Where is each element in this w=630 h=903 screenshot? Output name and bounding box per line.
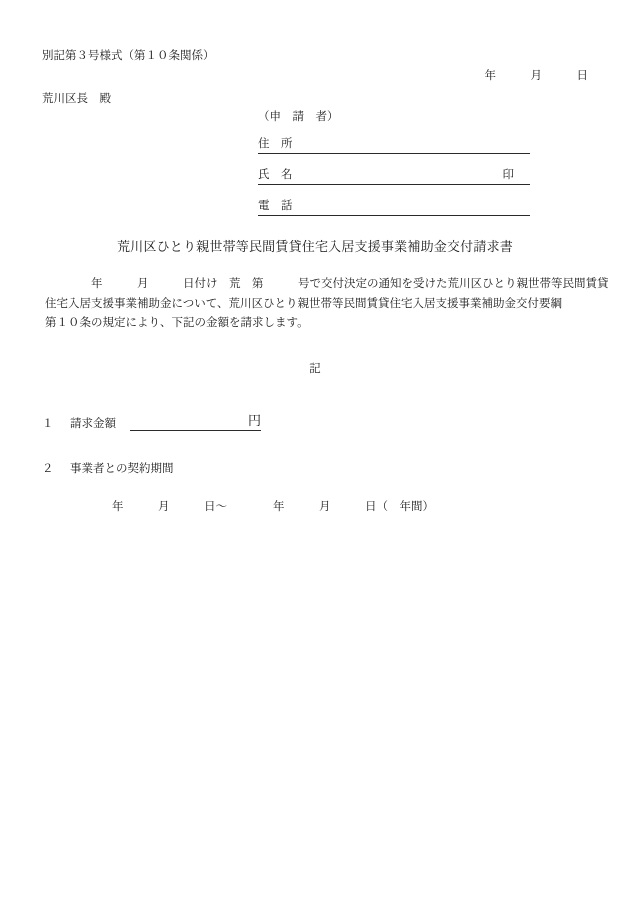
applicant-phone-label: 電 話 bbox=[258, 200, 293, 212]
applicant-name-row bbox=[258, 163, 530, 185]
body-line-2: 住宅入居支援事業補助金について、荒川区ひとり親世帯等民間賃貸住宅入居支援事業補助金交付要綱 bbox=[45, 297, 563, 310]
currency-unit-label: 円 bbox=[247, 413, 261, 428]
applicant-address-label: 住 所 bbox=[258, 138, 293, 150]
contract-period-number: ２ bbox=[42, 463, 54, 475]
document-title: 荒川区ひとり親世帯等民間賃貸住宅入居支援事業補助金交付請求書 bbox=[116, 239, 513, 254]
contract-period-label: 事業者との契約期間 bbox=[70, 463, 174, 475]
body-line-3: 第１０条の規定により、下記の金額を請求します。 bbox=[45, 317, 309, 329]
claim-amount-label: 請求金額 bbox=[70, 418, 116, 430]
applicant-address-row bbox=[258, 132, 530, 154]
applicant-heading: （申 請 者） bbox=[258, 111, 339, 123]
contract-period-date-range[interactable]: 年 月 日〜 年 月 日（ 年間） bbox=[112, 501, 434, 513]
applicant-phone-row bbox=[258, 194, 530, 216]
claim-amount-item bbox=[42, 410, 261, 431]
applicant-block bbox=[258, 108, 530, 225]
claim-amount-number: １ bbox=[42, 418, 54, 430]
body-paragraph bbox=[45, 275, 609, 334]
contract-period-item bbox=[42, 460, 174, 476]
body-line-1: 年 月 日付け 荒 第 号で交付決定の通知を受けた荒川区ひとり親世帯等民間賃貸 bbox=[45, 278, 609, 290]
submission-date-line: 年 月 日 bbox=[484, 70, 588, 82]
addressee-label: 荒川区長 殿 bbox=[42, 93, 111, 105]
form-code-label: 別記第３号様式（第１０条関係） bbox=[42, 50, 215, 62]
claim-amount-field[interactable] bbox=[130, 410, 261, 431]
seal-mark-label: 印 bbox=[502, 169, 514, 181]
ki-marker: 記 bbox=[309, 363, 321, 375]
applicant-name-label: 氏 名 bbox=[258, 169, 293, 181]
